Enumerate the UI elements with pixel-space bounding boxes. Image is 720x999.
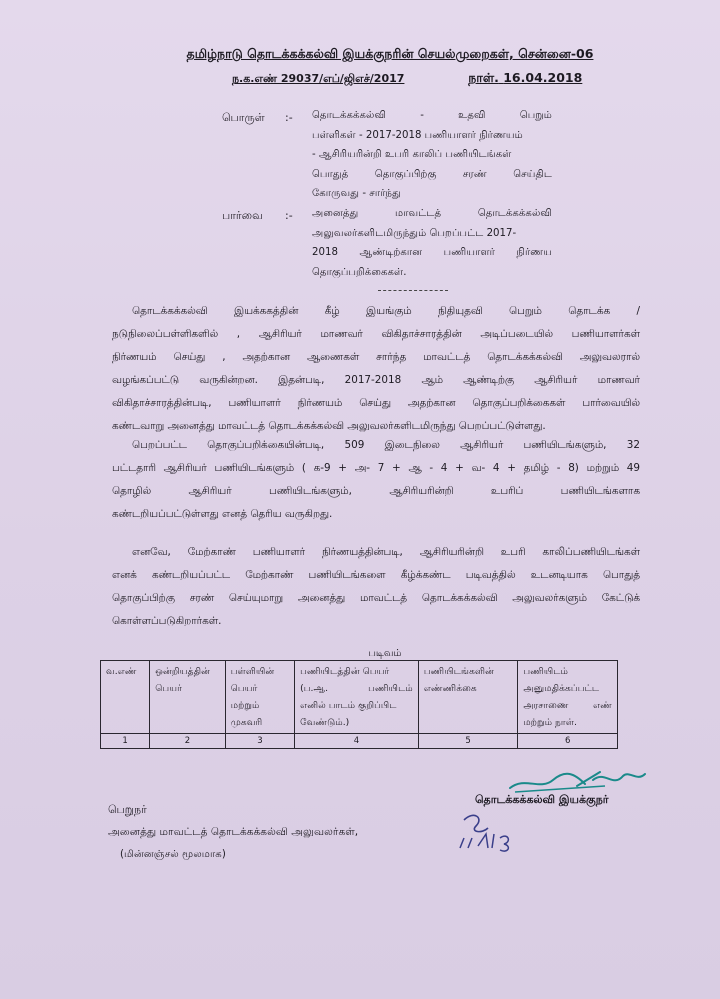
document-title: தமிழ்நாடு தொடக்கக்கல்வி இயக்குநரின் செயல்முறைகள், சென்னை-06 [186, 46, 594, 61]
reference-colon: :- [285, 209, 293, 222]
reference-line: அனைத்து மாவட்டத் தொடக்கக்கல்வி [312, 208, 552, 219]
reference-label: பார்வை [222, 209, 263, 222]
paragraph-line: தொடக்கக்கல்வி இயக்ககத்தின் கீழ் இயங்கும் நிதியுதவி பெறும் தொடக்க / [132, 305, 640, 317]
reference-number: ந.க.எண் 29037/எப்/ஜிஎச்/2017 [232, 72, 405, 85]
subject-line: பள்ளிகள் - 2017-2018 பணியாளர் நிர்ணயம் [312, 129, 523, 141]
body-paragraph-3 [112, 541, 640, 633]
reference-line: 2018 ஆண்டிற்கான பணியாளர் நிர்ணய [312, 247, 552, 258]
form-caption: படிவம் [368, 648, 402, 659]
header-cell-post-name: பணியிடத்தின் பெயர் (ப.ஆ. பணியிடம் எனில் பாடம் குறிப்பிட வேண்டும்.) [295, 661, 419, 734]
column-number: 4 [295, 734, 419, 749]
signature-icon [505, 766, 655, 796]
paragraph-line: கண்டறியப்பட்டுள்ளது எனத் தெரிய வருகிறது. [112, 508, 333, 520]
subject-line: கோருவது - சார்ந்து [312, 188, 401, 199]
officer-designation: தொடக்கக்கல்வி இயக்குநர் [475, 793, 609, 806]
paragraph-line: தொகுப்பிற்கு சரண் செய்யுமாறு அனைத்து மாவட்டத் தொடக்கக்கல்வி அலுவலர்களும் கேட்டுக் [112, 592, 640, 604]
paragraph-line: கண்டவாறு அனைத்து மாவட்டத் தொடக்கக்கல்வி அலுவலர்களிடமிருந்து பெறப்பட்டுள்ளது. [112, 420, 546, 432]
header-cell-serial: வ.எண் [101, 661, 150, 734]
column-number: 5 [418, 734, 518, 749]
column-number: 3 [225, 734, 294, 749]
column-number: 1 [101, 734, 150, 749]
subject-label: பொருள் [222, 111, 265, 124]
paragraph-line: தொழில் ஆசிரியர் பணியிடங்களும், ஆசிரியரின்றி உபரிப் பணியிடங்களாக [112, 485, 640, 497]
reference-text [312, 204, 552, 282]
reference-line: அலுவலர்களிடமிருந்தும் பெறப்பட்ட 2017- [312, 227, 517, 239]
document-date [468, 70, 582, 85]
header-cell-school: பள்ளியின் பெயர் மற்றும் முகவரி [225, 661, 294, 734]
form-header-row [101, 661, 618, 734]
subject-colon: :- [285, 111, 293, 124]
reference-line [232, 70, 582, 87]
recipient-label: பெறுநர் [108, 803, 147, 816]
column-number: 6 [518, 734, 618, 749]
paragraph-line: கொள்ளப்படுகிறார்கள். [112, 615, 222, 627]
form-number-row [101, 734, 618, 749]
reference-line: தொகுப்பறிக்கைகள். [312, 266, 407, 278]
subject-line: பொதுத் தொகுப்பிற்கு சரண் செய்திட [312, 168, 552, 180]
body-paragraph-1 [112, 300, 640, 438]
subject-line: தொடக்கக்கல்வி - உதவி பெறும் [312, 110, 552, 121]
paragraph-line: வழங்கப்பட்டு வருகின்றன. இதன்படி, 2017-2018 ஆம் ஆண்டிற்கு ஆசிரியர் மாணவர் [112, 374, 640, 386]
section-separator [378, 290, 448, 291]
date-label: நாள். [468, 70, 499, 85]
date-value: 16.04.2018 [503, 70, 583, 85]
header-cell-union: ஒன்றியத்தின் பெயர் [150, 661, 225, 734]
paragraph-line: விகிதாச்சாரத்தின்படி, பணியாளர் நிர்ணயம் செய்து அதற்கான தொகுப்பறிக்கைகள் பார்வையில் [112, 397, 640, 409]
paragraph-line: பெறப்பட்ட தொகுப்பறிக்கையின்படி, 509 இடைநிலை ஆசிரியர் பணியிடங்களும், 32 [132, 439, 640, 451]
form-table [100, 660, 618, 749]
delivery-mode: (மின்னஞ்சல் மூலமாக) [120, 849, 226, 860]
paragraph-line: எனக் கண்டறியப்பட்ட மேற்காண் பணியிடங்களை கீழ்க்கண்ட படிவத்தில் உடனடியாக பொதுத் [112, 569, 640, 581]
column-number: 2 [150, 734, 225, 749]
recipient: அனைத்து மாவட்டத் தொடக்கக்கல்வி அலுவலர்கள், [108, 826, 359, 838]
header-cell-go: பணியிடம் அனுமதிக்கப்பட்ட அரசாணை எண் மற்றும் நாள். [518, 661, 618, 734]
body-paragraph-2 [112, 434, 640, 526]
header-cell-post-count: பணியிடங்களின் எண்ணிக்கை [418, 661, 518, 734]
initials-icon [452, 808, 522, 858]
paragraph-line: பட்டதாரி ஆசிரியர் பணியிடங்களும் ( க-9 + அ- 7 + ஆ - 4 + வ- 4 + தமிழ் - 8) மற்றும் 49 [112, 462, 640, 474]
subject-line: - ஆசிரியரின்றி உபரி காலிப் பணியிடங்கள் [312, 149, 512, 160]
subject-text [312, 106, 552, 204]
paragraph-line: நடுநிலைப்பள்ளிகளில் , ஆசிரியர் மாணவர் விகிதாச்சாரத்தின் அடிப்படையில் பணியாளர்கள் [112, 328, 640, 340]
paragraph-line: எனவே, மேற்காண் பணியாளர் நிர்ணயத்தின்படி, ஆசிரியரின்றி உபரி காலிப்பணியிடங்கள் [132, 546, 640, 558]
paragraph-line: நிர்ணயம் செய்து , அதற்கான ஆணைகள் சார்ந்த மாவட்டத் தொடக்கக்கல்வி அலுவலரால் [112, 351, 640, 363]
